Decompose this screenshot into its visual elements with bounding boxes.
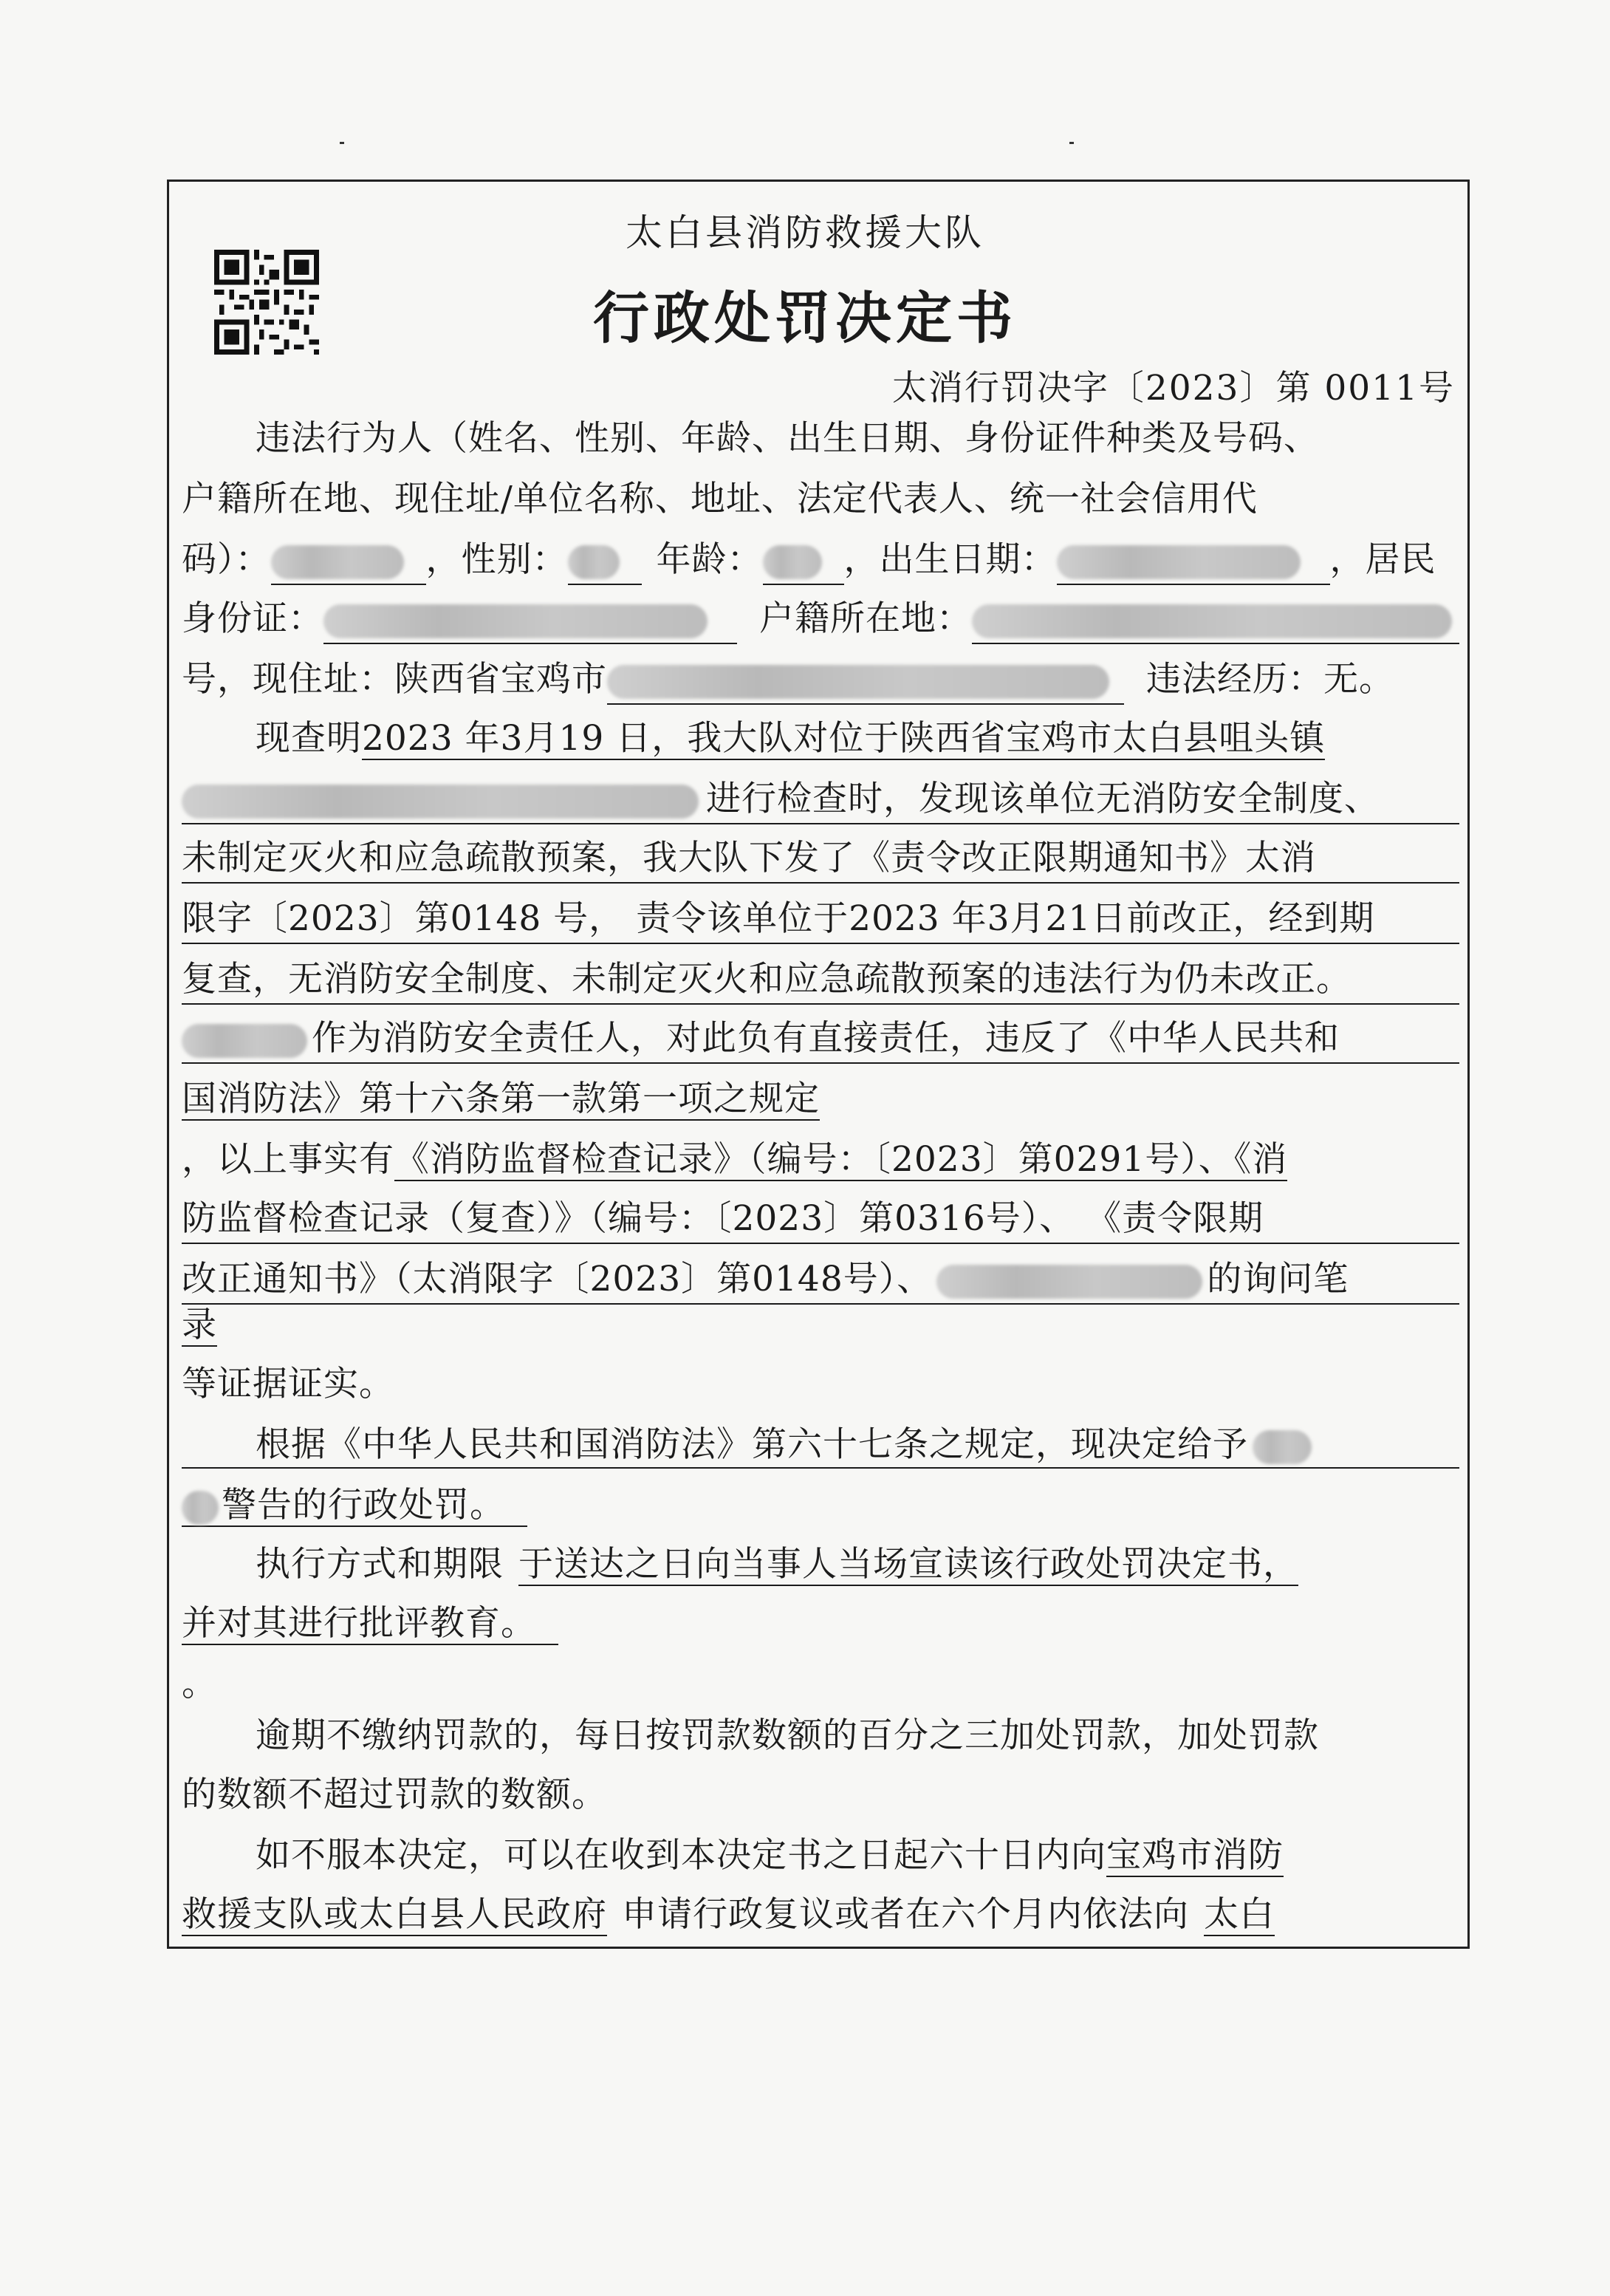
underlined-text <box>182 1485 527 1527</box>
text: 警告的行政处罚。 <box>222 1485 505 1525</box>
body-line <box>182 1302 1459 1349</box>
redacted-id-number <box>323 595 737 644</box>
redaction <box>763 545 822 579</box>
issuing-authority: 太白县消防救援大队 <box>626 211 984 254</box>
text: 录 <box>182 1305 217 1345</box>
body-line: 限字〔2023〕第0148 号， 责令该单位于2023 年3月21日前改正，经到期 <box>182 895 1459 944</box>
redaction <box>607 665 1109 699</box>
redacted-name <box>271 536 426 585</box>
redaction <box>182 1491 219 1525</box>
body-line <box>182 1891 1459 1938</box>
redaction <box>972 604 1452 638</box>
redaction <box>568 545 620 579</box>
body-line: 违法行为人（姓名、性别、年龄、出生日期、身份证件种类及号码、 <box>256 418 1319 459</box>
text: 宝鸡市消防 <box>1106 1835 1284 1876</box>
document-number: 太消行罚决字〔2023〕第 0011号 <box>891 368 1455 409</box>
text: 改正通知书》（太消限字〔2023〕第0148号）、 <box>182 1259 933 1299</box>
redaction <box>271 545 404 579</box>
body-line <box>182 1482 1459 1529</box>
redaction <box>1253 1430 1312 1464</box>
text: ，出生日期： <box>843 539 1057 580</box>
text: 2023 年3月19 日，我大队对位于陕西省宝鸡市太白县咀头镇 <box>362 718 1326 759</box>
text: 于送达之日向当事人当场宣读该行政处罚决定书， <box>518 1544 1298 1585</box>
body-line <box>182 1015 1459 1064</box>
text: 户籍所在地： <box>759 598 972 639</box>
body-line <box>182 1832 1459 1879</box>
text: 违法经历：无。 <box>1146 659 1394 700</box>
text: 根据《中华人民共和国消防法》第六十七条之规定，现决定给予 <box>256 1424 1248 1465</box>
text: ，居民 <box>1329 539 1436 580</box>
text: 国消防法》第十六条第一款第一项之规定 <box>182 1079 820 1119</box>
text: 号，现住址：陕西省宝鸡市 <box>182 659 607 700</box>
body-line: 的数额不超过罚款的数额。 <box>182 1774 607 1815</box>
text: 太白 <box>1204 1894 1275 1935</box>
body-line: 等证据证实。 <box>182 1364 394 1404</box>
text: 申请行政复议或者在六个月内依法向 <box>622 1894 1189 1935</box>
text: 并对其进行批评教育。 <box>182 1603 558 1645</box>
text: 如不服本决定，可以在收到本决定书之日起六十日内向 <box>256 1835 1106 1876</box>
text: 现查明 <box>256 718 362 759</box>
redaction <box>1057 545 1301 579</box>
body-line <box>182 595 1459 643</box>
body-line: 户籍所在地、现住址/单位名称、地址、法定代表人、统一社会信用代 <box>182 479 1258 519</box>
scan-mark <box>1069 142 1074 144</box>
redacted-age <box>763 536 844 585</box>
redacted-household-address <box>972 595 1459 644</box>
scan-mark <box>340 142 344 144</box>
redacted-current-address <box>607 656 1124 705</box>
body-line <box>182 1541 1459 1588</box>
body-line <box>182 536 1459 584</box>
body-line: 。 <box>182 1664 217 1704</box>
redaction <box>182 785 699 819</box>
text: 身份证： <box>182 598 323 639</box>
body-line <box>182 656 1459 703</box>
body-line: 逾期不缴纳罚款的，每日按罚款数额的百分之三加处罚款，加处罚款 <box>256 1715 1319 1756</box>
body-line <box>182 1256 1459 1305</box>
body-line <box>182 1600 1459 1647</box>
body-line <box>182 1136 1459 1183</box>
redacted-birthdate <box>1057 536 1330 585</box>
text: ，性别： <box>425 539 568 580</box>
body-line: 未制定灭火和应急疏散预案，我大队下发了《责令改正限期通知书》太消 <box>182 835 1459 884</box>
text: 作为消防安全责任人，对此负有直接责任，违反了《中华人民共和 <box>312 1018 1340 1059</box>
text: 码）： <box>182 539 271 580</box>
text: 进行检查时，发现该单位无消防安全制度、 <box>706 779 1380 819</box>
text: 年龄： <box>656 539 763 580</box>
text: 的询问笔 <box>1207 1259 1349 1299</box>
text: 《消防监督检查记录》（编号：〔2023〕第0291号）、《消 <box>394 1139 1288 1180</box>
body-line <box>182 1076 1459 1123</box>
redaction <box>936 1265 1202 1299</box>
body-line: 复查，无消防安全制度、未制定灭火和应急疏散预案的违法行为仍未改正。 <box>182 956 1459 1005</box>
text: 救援支队或太白县人民政府 <box>182 1894 607 1935</box>
document-title: 行政处罚决定书 <box>593 285 1017 351</box>
redaction <box>323 604 708 638</box>
body-line: 防监督检查记录（复查）》（编号：〔2023〕第0316号）、 《责令限期 <box>182 1195 1459 1244</box>
body-line <box>182 1421 1459 1469</box>
redaction <box>182 1024 307 1058</box>
redacted-gender <box>568 536 642 585</box>
body-line <box>182 776 1459 824</box>
text: ，以上事实有 <box>182 1139 394 1180</box>
body-line <box>182 715 1459 762</box>
text: 执行方式和期限 <box>256 1544 504 1585</box>
